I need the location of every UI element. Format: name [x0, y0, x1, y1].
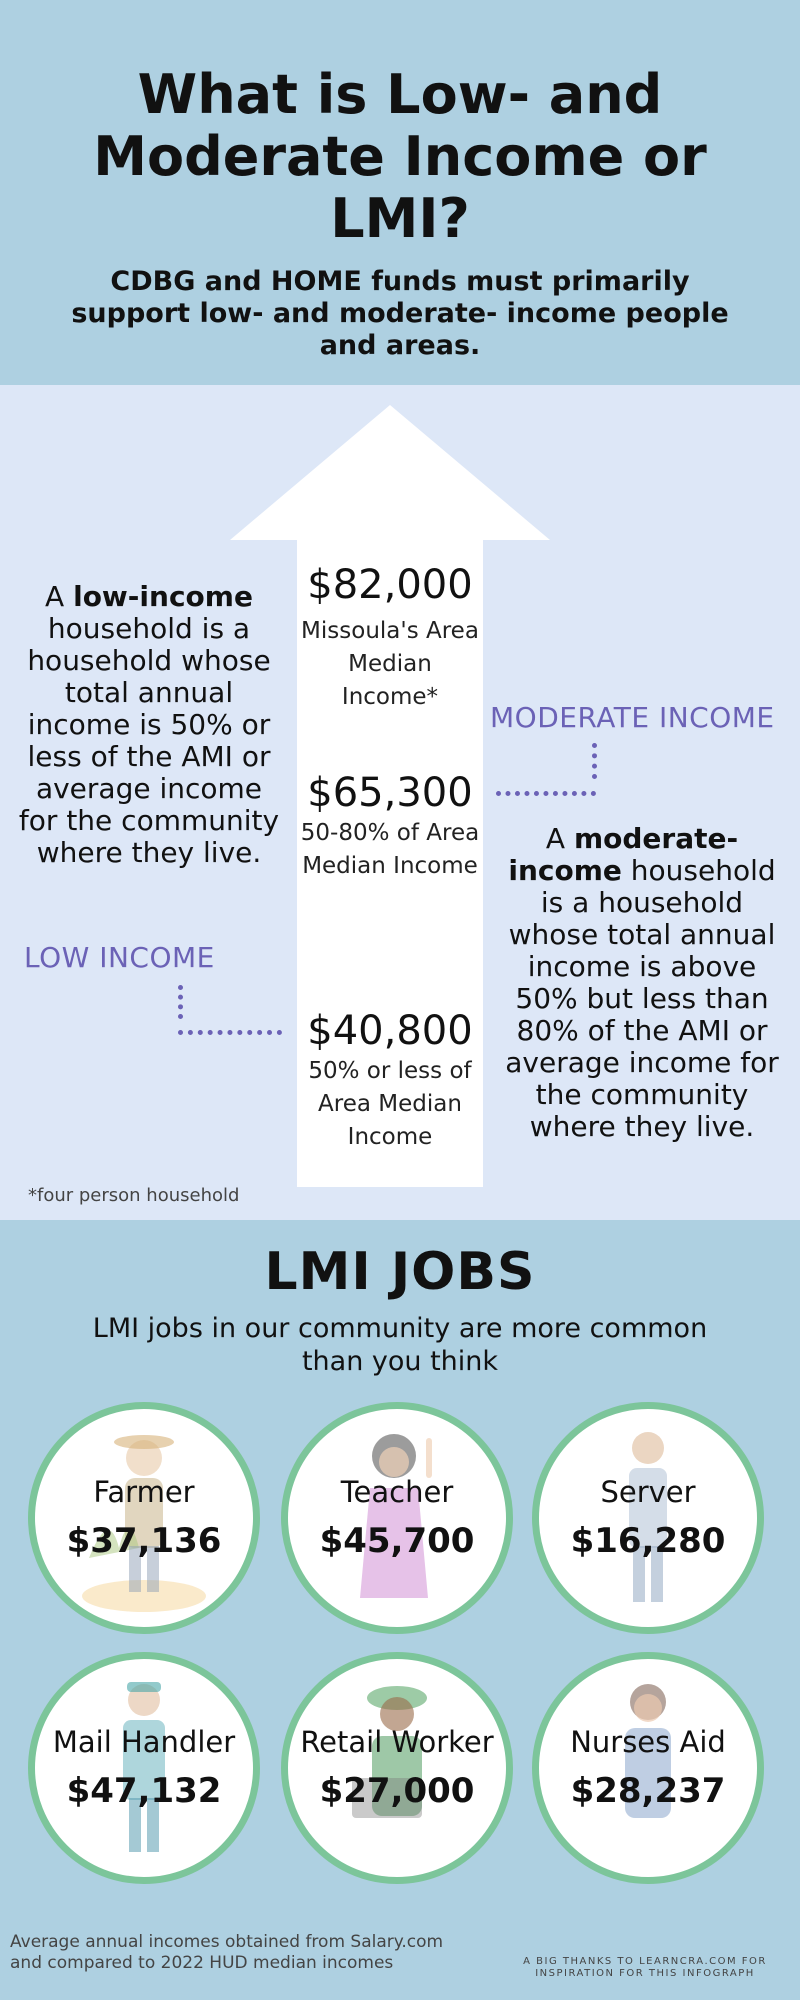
job-salary: $47,132	[66, 1771, 222, 1811]
ami-description: Missoula's Area Median Income*	[301, 618, 479, 710]
job-salary: $45,700	[319, 1521, 475, 1561]
job-salary: $28,237	[570, 1771, 726, 1811]
low-description: 50% or less of Area Median Income	[308, 1058, 472, 1150]
job-name: Farmer	[93, 1475, 195, 1509]
moderate-connector-horizontal	[496, 791, 596, 796]
moderate-amount: $65,300	[307, 770, 473, 816]
ami-amount: $82,000	[307, 562, 473, 608]
header-section	[0, 0, 800, 385]
moderate-income-tag: MODERATE INCOME	[490, 701, 775, 734]
job-card-retail-worker	[281, 1652, 513, 1884]
job-card-farmer	[28, 1402, 260, 1634]
source-note: Average annual incomes obtained from Salary.com and compared to 2022 HUD median incomes	[10, 1932, 444, 1973]
moderate-description: 50-80% of Area Median Income	[300, 820, 480, 879]
low-income-tag: LOW INCOME	[24, 941, 215, 974]
nurses-aid-figure-icon	[573, 1668, 723, 1868]
job-card-teacher	[281, 1402, 513, 1634]
moderate-income-definition: A moderate-income household is a household whose total annual income is above 50% but less than 80% of the AMI or average income for the community where they live.	[505, 822, 779, 1143]
jobs-subtitle: LMI jobs in our community are more common than you think	[92, 1313, 708, 1377]
page-subtitle: CDBG and HOME funds must primarily support low- and moderate- income people and areas.	[71, 266, 729, 361]
farmer-figure-icon	[69, 1418, 219, 1618]
job-name: Teacher	[340, 1475, 454, 1509]
server-figure-icon	[573, 1418, 723, 1618]
job-salary: $27,000	[319, 1771, 475, 1811]
job-name: Mail Handler	[52, 1725, 236, 1759]
income-levels-section	[0, 385, 800, 1220]
job-name: Retail Worker	[300, 1725, 494, 1759]
low-connector-horizontal	[178, 1030, 282, 1035]
low-income-definition: A low-income household is a household whose total annual income is 50% or less of the AMI or average income for the community where they live.	[18, 580, 280, 869]
moderate-connector-vertical	[592, 743, 597, 779]
mail-handler-figure-icon	[69, 1668, 219, 1868]
job-salary: $37,136	[66, 1521, 222, 1561]
jobs-title: LMI JOBS	[264, 1242, 536, 1302]
job-salary: $16,280	[570, 1521, 726, 1561]
thanks-credit: A BIG THANKS TO LEARNCRA.COM FOR INSPIRATION FOR THIS INFOGRAPH	[523, 1956, 767, 1979]
job-card-mail-handler	[28, 1652, 260, 1884]
teacher-figure-icon	[322, 1418, 472, 1618]
footnote: *four person household	[28, 1185, 240, 1206]
jobs-section	[0, 1220, 800, 2000]
job-card-nurses-aid	[532, 1652, 764, 1884]
page-title: What is Low- and Moderate Income or LMI?	[93, 63, 707, 250]
job-name: Server	[600, 1475, 696, 1509]
retail-worker-figure-icon	[322, 1668, 472, 1868]
job-card-server	[532, 1402, 764, 1634]
low-amount: $40,800	[307, 1008, 473, 1054]
arrow-up-icon	[230, 405, 550, 540]
low-connector-vertical	[178, 985, 183, 1019]
job-name: Nurses Aid	[570, 1725, 726, 1759]
